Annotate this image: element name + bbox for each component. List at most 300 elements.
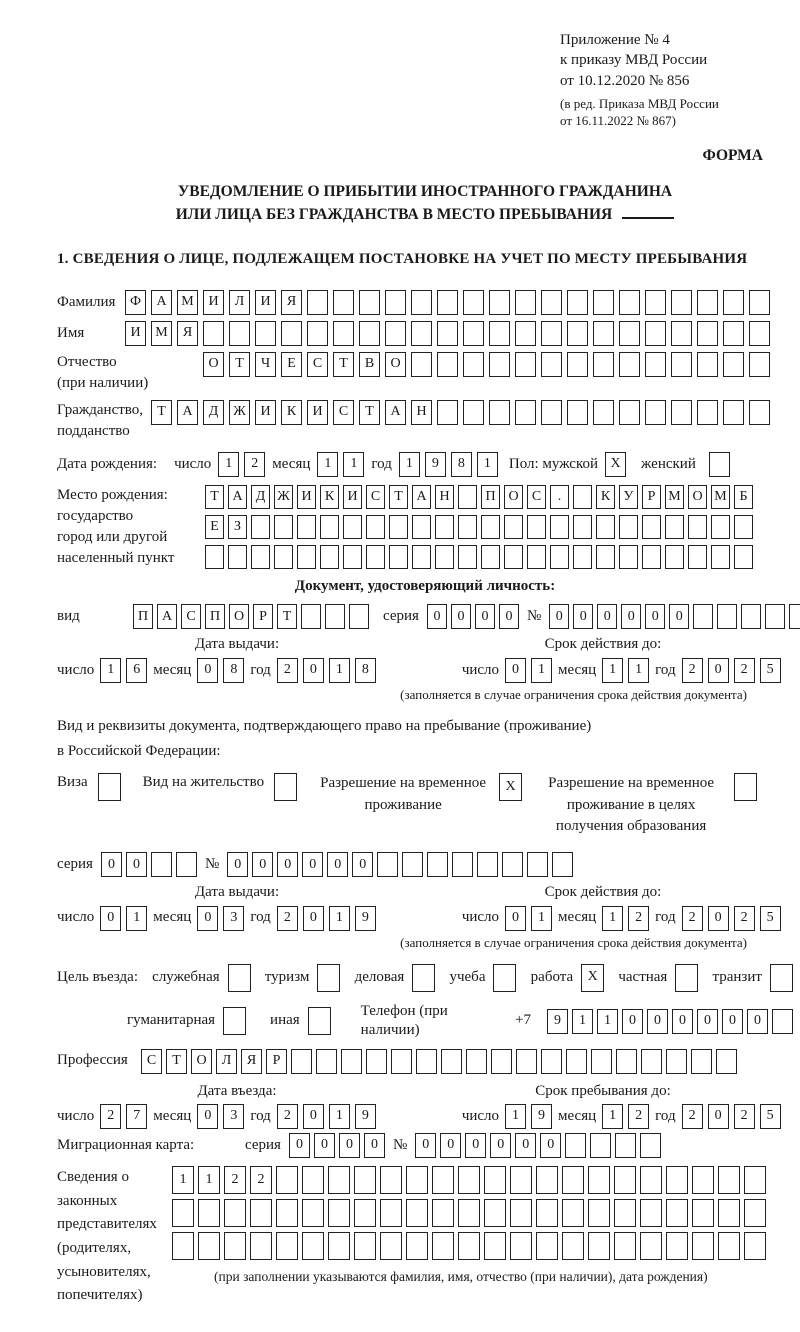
char-box[interactable]	[645, 290, 666, 315]
char-box[interactable]	[697, 352, 718, 377]
char-box[interactable]	[765, 604, 785, 629]
char-box[interactable]: В	[359, 352, 380, 377]
char-box[interactable]	[691, 1049, 712, 1074]
char-box[interactable]: Е	[281, 352, 302, 377]
char-box[interactable]	[291, 1049, 312, 1074]
char-box[interactable]: 1	[531, 658, 552, 683]
char-box[interactable]	[596, 515, 615, 539]
char-box[interactable]	[343, 515, 362, 539]
char-box[interactable]	[380, 1166, 402, 1194]
char-box[interactable]: 0	[339, 1133, 360, 1158]
char-box[interactable]	[228, 545, 247, 569]
char-box[interactable]: 0	[747, 1009, 768, 1034]
char-box[interactable]: И	[125, 321, 146, 346]
char-box[interactable]: К	[596, 485, 615, 509]
char-box[interactable]	[328, 1232, 350, 1260]
char-box[interactable]	[380, 1232, 402, 1260]
char-box[interactable]	[515, 321, 536, 346]
char-box[interactable]	[640, 1199, 662, 1227]
char-box[interactable]: 1	[531, 906, 552, 931]
char-box[interactable]	[593, 321, 614, 346]
char-box[interactable]	[437, 321, 458, 346]
char-box[interactable]	[458, 515, 477, 539]
char-box[interactable]	[615, 1133, 636, 1158]
char-box[interactable]: 5	[760, 658, 781, 683]
char-box[interactable]	[489, 321, 510, 346]
char-box[interactable]	[711, 545, 730, 569]
char-box[interactable]: 2	[682, 906, 703, 931]
char-box[interactable]: 0	[540, 1133, 561, 1158]
char-box[interactable]	[308, 1007, 331, 1035]
char-box[interactable]	[588, 1166, 610, 1194]
char-box[interactable]: П	[481, 485, 500, 509]
char-box[interactable]: 0	[314, 1133, 335, 1158]
char-box[interactable]	[316, 1049, 337, 1074]
entry-month-boxes[interactable]	[197, 1104, 244, 1129]
char-box[interactable]	[224, 1232, 246, 1260]
char-box[interactable]: А	[157, 604, 177, 629]
char-box[interactable]: 1	[100, 658, 121, 683]
char-box[interactable]	[359, 321, 380, 346]
char-box[interactable]	[723, 352, 744, 377]
char-box[interactable]: 8	[355, 658, 376, 683]
char-box[interactable]: 2	[734, 658, 755, 683]
char-box[interactable]: 1	[218, 452, 239, 477]
char-box[interactable]	[723, 290, 744, 315]
char-box[interactable]	[366, 1049, 387, 1074]
char-box[interactable]: 2	[224, 1166, 246, 1194]
char-box[interactable]	[320, 545, 339, 569]
char-box[interactable]	[688, 545, 707, 569]
char-box[interactable]: Н	[411, 400, 432, 425]
char-box[interactable]	[255, 321, 276, 346]
char-box[interactable]	[675, 964, 698, 992]
char-box[interactable]: А	[151, 290, 172, 315]
char-box[interactable]	[588, 1232, 610, 1260]
char-box[interactable]	[333, 290, 354, 315]
char-box[interactable]: С	[307, 352, 328, 377]
char-box[interactable]: П	[205, 604, 225, 629]
char-box[interactable]: 1	[329, 658, 350, 683]
char-box[interactable]: 0	[126, 852, 147, 877]
migration-series-boxes[interactable]	[289, 1133, 385, 1158]
char-box[interactable]: 2	[277, 1104, 298, 1129]
char-box[interactable]	[550, 545, 569, 569]
char-box[interactable]: 1	[126, 906, 147, 931]
char-box[interactable]	[593, 290, 614, 315]
char-box[interactable]: 0	[515, 1133, 536, 1158]
char-box[interactable]: 8	[451, 452, 472, 477]
char-box[interactable]: 5	[760, 1104, 781, 1129]
char-box[interactable]	[749, 352, 770, 377]
legal-rep-row1-boxes[interactable]	[172, 1166, 766, 1194]
char-box[interactable]: О	[229, 604, 249, 629]
char-box[interactable]: Т	[333, 352, 354, 377]
char-box[interactable]	[380, 1199, 402, 1227]
char-box[interactable]	[671, 400, 692, 425]
char-box[interactable]: С	[366, 485, 385, 509]
char-box[interactable]	[484, 1199, 506, 1227]
identity-valid-month-boxes[interactable]	[602, 658, 649, 683]
char-box[interactable]: 0	[302, 852, 323, 877]
char-box[interactable]	[276, 1199, 298, 1227]
char-box[interactable]: X	[581, 964, 604, 992]
char-box[interactable]	[693, 604, 713, 629]
char-box[interactable]: 0	[490, 1133, 511, 1158]
char-box[interactable]	[645, 400, 666, 425]
char-box[interactable]	[619, 290, 640, 315]
char-box[interactable]	[435, 545, 454, 569]
char-box[interactable]	[493, 964, 516, 992]
char-box[interactable]	[619, 545, 638, 569]
char-box[interactable]: 0	[708, 906, 729, 931]
char-box[interactable]: 1	[329, 1104, 350, 1129]
char-box[interactable]	[205, 545, 224, 569]
char-box[interactable]	[692, 1199, 714, 1227]
char-box[interactable]	[385, 290, 406, 315]
char-box[interactable]	[665, 545, 684, 569]
char-box[interactable]	[711, 515, 730, 539]
char-box[interactable]	[666, 1199, 688, 1227]
char-box[interactable]	[224, 1199, 246, 1227]
char-box[interactable]	[502, 852, 523, 877]
char-box[interactable]	[349, 604, 369, 629]
birthdate-day-boxes[interactable]	[218, 452, 265, 477]
char-box[interactable]	[671, 352, 692, 377]
char-box[interactable]	[458, 485, 477, 509]
char-box[interactable]	[567, 400, 588, 425]
char-box[interactable]	[504, 515, 523, 539]
char-box[interactable]: У	[619, 485, 638, 509]
char-box[interactable]	[734, 545, 753, 569]
char-box[interactable]	[515, 400, 536, 425]
residence-number-boxes[interactable]	[227, 852, 573, 877]
char-box[interactable]: .	[550, 485, 569, 509]
char-box[interactable]	[302, 1166, 324, 1194]
char-box[interactable]: 2	[628, 1104, 649, 1129]
char-box[interactable]: Д	[251, 485, 270, 509]
char-box[interactable]	[320, 515, 339, 539]
char-box[interactable]: А	[385, 400, 406, 425]
char-box[interactable]	[749, 290, 770, 315]
char-box[interactable]: 0	[252, 852, 273, 877]
birthdate-year-boxes[interactable]	[399, 452, 498, 477]
residence-valid-year-boxes[interactable]	[682, 906, 781, 931]
char-box[interactable]	[515, 290, 536, 315]
migration-number-boxes[interactable]	[415, 1133, 661, 1158]
char-box[interactable]: 0	[101, 852, 122, 877]
char-box[interactable]	[427, 852, 448, 877]
stay-day-boxes[interactable]	[505, 1104, 552, 1129]
char-box[interactable]	[325, 604, 345, 629]
char-box[interactable]	[510, 1199, 532, 1227]
char-box[interactable]	[718, 1199, 740, 1227]
char-box[interactable]: И	[255, 400, 276, 425]
char-box[interactable]	[515, 352, 536, 377]
char-box[interactable]: Ж	[274, 485, 293, 509]
char-box[interactable]: Т	[229, 352, 250, 377]
char-box[interactable]	[458, 1166, 480, 1194]
char-box[interactable]	[366, 515, 385, 539]
char-box[interactable]: М	[151, 321, 172, 346]
char-box[interactable]	[749, 400, 770, 425]
char-box[interactable]	[250, 1232, 272, 1260]
residence-issue-year-boxes[interactable]	[277, 906, 376, 931]
char-box[interactable]: 6	[126, 658, 147, 683]
char-box[interactable]: 2	[277, 906, 298, 931]
char-box[interactable]	[437, 400, 458, 425]
char-box[interactable]: 0	[440, 1133, 461, 1158]
char-box[interactable]	[412, 515, 431, 539]
birthdate-month-boxes[interactable]	[317, 452, 364, 477]
char-box[interactable]	[562, 1199, 584, 1227]
citizenship-boxes[interactable]	[151, 400, 770, 425]
char-box[interactable]: 0	[303, 658, 324, 683]
char-box[interactable]: 0	[427, 604, 447, 629]
char-box[interactable]	[527, 545, 546, 569]
char-box[interactable]: 1	[505, 1104, 526, 1129]
char-box[interactable]: Р	[253, 604, 273, 629]
char-box[interactable]: 1	[597, 1009, 618, 1034]
char-box[interactable]: 0	[499, 604, 519, 629]
char-box[interactable]: 0	[352, 852, 373, 877]
char-box[interactable]: С	[527, 485, 546, 509]
char-box[interactable]: 2	[682, 1104, 703, 1129]
char-box[interactable]: Я	[177, 321, 198, 346]
char-box[interactable]	[616, 1049, 637, 1074]
char-box[interactable]	[550, 515, 569, 539]
char-box[interactable]: П	[133, 604, 153, 629]
char-box[interactable]: Н	[435, 485, 454, 509]
char-box[interactable]: 0	[451, 604, 471, 629]
char-box[interactable]	[645, 352, 666, 377]
char-box[interactable]	[411, 290, 432, 315]
char-box[interactable]	[377, 852, 398, 877]
char-box[interactable]: 9	[547, 1009, 568, 1034]
char-box[interactable]	[203, 321, 224, 346]
char-box[interactable]	[432, 1166, 454, 1194]
stay-month-boxes[interactable]	[602, 1104, 649, 1129]
char-box[interactable]	[406, 1166, 428, 1194]
birthplace-row3-boxes[interactable]	[205, 545, 753, 569]
char-box[interactable]	[411, 321, 432, 346]
char-box[interactable]: 1	[317, 452, 338, 477]
char-box[interactable]: Б	[734, 485, 753, 509]
char-box[interactable]	[416, 1049, 437, 1074]
char-box[interactable]: 2	[734, 906, 755, 931]
surname-boxes[interactable]	[125, 290, 770, 315]
residence-series-boxes[interactable]	[101, 852, 197, 877]
char-box[interactable]: 9	[531, 1104, 552, 1129]
char-box[interactable]: М	[711, 485, 730, 509]
char-box[interactable]: X	[605, 452, 626, 477]
char-box[interactable]: Т	[166, 1049, 187, 1074]
char-box[interactable]: Т	[359, 400, 380, 425]
char-box[interactable]	[432, 1232, 454, 1260]
char-box[interactable]: 2	[734, 1104, 755, 1129]
char-box[interactable]	[588, 1199, 610, 1227]
char-box[interactable]	[541, 352, 562, 377]
char-box[interactable]: Т	[389, 485, 408, 509]
char-box[interactable]	[692, 1232, 714, 1260]
char-box[interactable]	[562, 1166, 584, 1194]
char-box[interactable]: Я	[241, 1049, 262, 1074]
char-box[interactable]: 7	[126, 1104, 147, 1129]
char-box[interactable]	[301, 604, 321, 629]
char-box[interactable]: 2	[682, 658, 703, 683]
char-box[interactable]	[274, 773, 297, 801]
char-box[interactable]	[666, 1166, 688, 1194]
char-box[interactable]: И	[203, 290, 224, 315]
char-box[interactable]	[412, 964, 435, 992]
char-box[interactable]	[484, 1232, 506, 1260]
char-box[interactable]	[718, 1232, 740, 1260]
char-box[interactable]	[573, 545, 592, 569]
char-box[interactable]: К	[281, 400, 302, 425]
char-box[interactable]	[489, 352, 510, 377]
char-box[interactable]	[565, 1133, 586, 1158]
char-box[interactable]	[536, 1166, 558, 1194]
char-box[interactable]: С	[141, 1049, 162, 1074]
char-box[interactable]	[541, 321, 562, 346]
char-box[interactable]	[354, 1232, 376, 1260]
char-box[interactable]	[723, 321, 744, 346]
char-box[interactable]	[297, 545, 316, 569]
char-box[interactable]	[590, 1133, 611, 1158]
char-box[interactable]: Л	[216, 1049, 237, 1074]
char-box[interactable]: 0	[722, 1009, 743, 1034]
checkbox-private[interactable]	[675, 964, 698, 992]
doc-number-boxes[interactable]	[549, 604, 800, 629]
char-box[interactable]	[614, 1166, 636, 1194]
char-box[interactable]: 0	[197, 906, 218, 931]
char-box[interactable]	[640, 1166, 662, 1194]
char-box[interactable]: 0	[197, 658, 218, 683]
char-box[interactable]	[274, 545, 293, 569]
checkbox-humanitarian[interactable]	[223, 1007, 246, 1035]
char-box[interactable]: 0	[669, 604, 689, 629]
char-box[interactable]	[406, 1199, 428, 1227]
char-box[interactable]: Л	[229, 290, 250, 315]
char-box[interactable]: 0	[277, 852, 298, 877]
char-box[interactable]	[619, 400, 640, 425]
char-box[interactable]	[527, 852, 548, 877]
char-box[interactable]	[466, 1049, 487, 1074]
char-box[interactable]: Т	[151, 400, 172, 425]
char-box[interactable]: 0	[465, 1133, 486, 1158]
char-box[interactable]	[789, 604, 800, 629]
char-box[interactable]	[666, 1232, 688, 1260]
char-box[interactable]: 8	[223, 658, 244, 683]
char-box[interactable]	[406, 1232, 428, 1260]
phone-boxes[interactable]	[547, 1009, 793, 1034]
char-box[interactable]	[274, 515, 293, 539]
char-box[interactable]	[642, 515, 661, 539]
checkbox-temp-permit[interactable]	[499, 773, 522, 801]
sex-female-checkbox[interactable]	[709, 452, 730, 477]
char-box[interactable]	[481, 545, 500, 569]
stay-year-boxes[interactable]	[682, 1104, 781, 1129]
char-box[interactable]: И	[255, 290, 276, 315]
char-box[interactable]: 9	[355, 906, 376, 931]
char-box[interactable]	[723, 400, 744, 425]
char-box[interactable]	[484, 1166, 506, 1194]
char-box[interactable]: 0	[621, 604, 641, 629]
char-box[interactable]: 3	[223, 1104, 244, 1129]
char-box[interactable]	[437, 290, 458, 315]
char-box[interactable]: 0	[573, 604, 593, 629]
char-box[interactable]	[536, 1232, 558, 1260]
char-box[interactable]: К	[320, 485, 339, 509]
char-box[interactable]: О	[688, 485, 707, 509]
char-box[interactable]: Р	[266, 1049, 287, 1074]
char-box[interactable]: С	[333, 400, 354, 425]
char-box[interactable]	[593, 352, 614, 377]
char-box[interactable]: И	[297, 485, 316, 509]
char-box[interactable]	[276, 1166, 298, 1194]
char-box[interactable]	[354, 1199, 376, 1227]
birthplace-row1-boxes[interactable]	[205, 485, 753, 509]
checkbox-business[interactable]	[228, 964, 251, 992]
char-box[interactable]	[250, 1199, 272, 1227]
char-box[interactable]	[717, 604, 737, 629]
char-box[interactable]: 0	[697, 1009, 718, 1034]
char-box[interactable]	[516, 1049, 537, 1074]
char-box[interactable]: 1	[477, 452, 498, 477]
char-box[interactable]: 1	[343, 452, 364, 477]
char-box[interactable]: 9	[425, 452, 446, 477]
char-box[interactable]: 0	[303, 1104, 324, 1129]
char-box[interactable]: 0	[708, 658, 729, 683]
char-box[interactable]	[640, 1232, 662, 1260]
char-box[interactable]	[504, 545, 523, 569]
char-box[interactable]: 0	[505, 658, 526, 683]
char-box[interactable]	[692, 1166, 714, 1194]
char-box[interactable]: 1	[172, 1166, 194, 1194]
legal-rep-row3-boxes[interactable]	[172, 1232, 766, 1260]
char-box[interactable]	[389, 545, 408, 569]
char-box[interactable]	[541, 290, 562, 315]
checkbox-tourism[interactable]	[317, 964, 340, 992]
char-box[interactable]: 0	[197, 1104, 218, 1129]
identity-valid-year-boxes[interactable]	[682, 658, 781, 683]
legal-rep-row2-boxes[interactable]	[172, 1199, 766, 1227]
char-box[interactable]	[307, 290, 328, 315]
char-box[interactable]	[591, 1049, 612, 1074]
char-box[interactable]: 1	[628, 658, 649, 683]
name-boxes[interactable]	[125, 321, 770, 346]
entry-day-boxes[interactable]	[100, 1104, 147, 1129]
char-box[interactable]	[343, 545, 362, 569]
char-box[interactable]	[688, 515, 707, 539]
patronymic-boxes[interactable]	[203, 352, 770, 377]
char-box[interactable]	[354, 1166, 376, 1194]
char-box[interactable]	[619, 352, 640, 377]
char-box[interactable]	[718, 1166, 740, 1194]
char-box[interactable]: 1	[198, 1166, 220, 1194]
char-box[interactable]	[770, 964, 793, 992]
char-box[interactable]: О	[191, 1049, 212, 1074]
char-box[interactable]	[251, 515, 270, 539]
char-box[interactable]: 2	[277, 658, 298, 683]
char-box[interactable]: X	[499, 773, 522, 801]
char-box[interactable]: 0	[303, 906, 324, 931]
char-box[interactable]	[536, 1199, 558, 1227]
char-box[interactable]	[302, 1199, 324, 1227]
char-box[interactable]	[489, 290, 510, 315]
char-box[interactable]: 0	[647, 1009, 668, 1034]
char-box[interactable]: 0	[708, 1104, 729, 1129]
